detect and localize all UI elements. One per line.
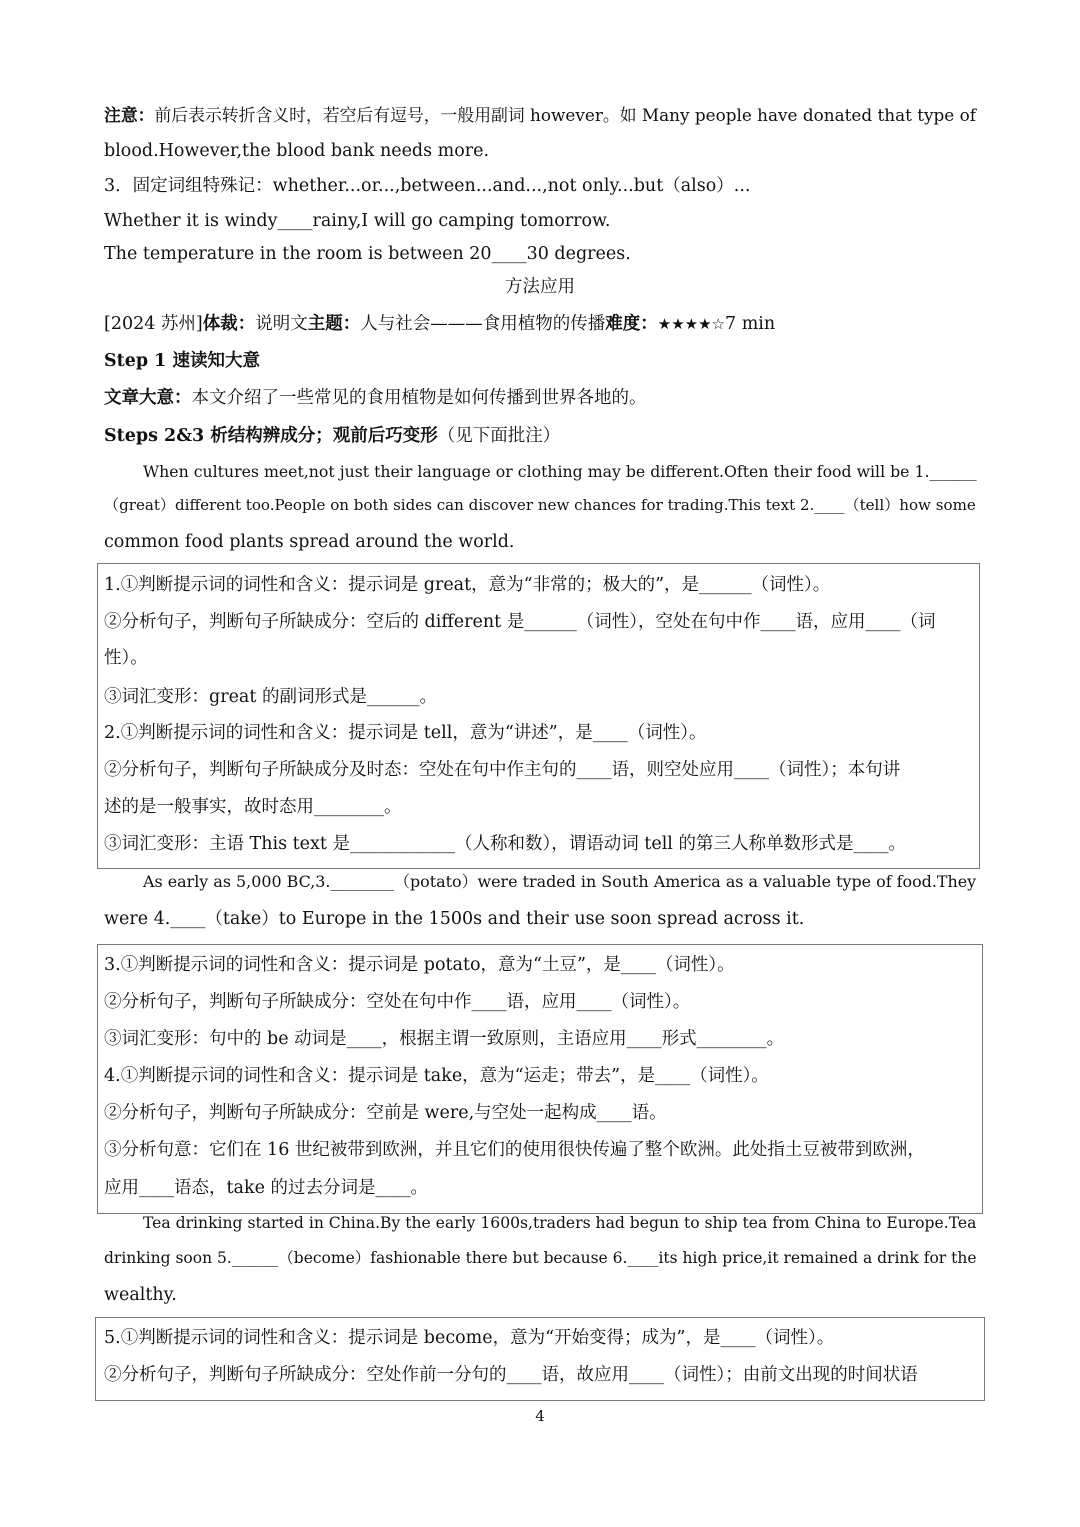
box1-line: ②分析句子，判断句子所缺成分：空后的 different 是______（词性），空处在句中作____语，应用____（词 [104, 612, 936, 632]
para1-line: When cultures meet,not just their language or clothing may be different.Often their food will be 1.______ [143, 462, 977, 481]
note-line-1 [104, 107, 976, 124]
box1-line: ②分析句子，判断句子所缺成分及时态：空处在句中作主句的____语，则空处应用____（词性）；本句讲 [104, 760, 901, 780]
para2-line: were 4.____（take）to Europe in the 1500s and their use soon spread across it. [104, 909, 805, 929]
box1-line: 述的是一般事实，故时态用________。 [104, 797, 402, 817]
box1-line: 1.①判断提示词的词性和含义：提示词是 great，意为“非常的；极大的”，是______（词性）。 [104, 575, 831, 595]
meta-time: 7 min [725, 314, 776, 334]
step1-title: Step 1 速读知大意 [104, 351, 260, 371]
meta-source: [2024 苏州] [104, 314, 203, 334]
box1-line: 2.①判断提示词的词性和含义：提示词是 tell，意为“讲述”，是____（词性）。 [104, 723, 707, 743]
box1-line: ③词汇变形：great 的副词形式是______。 [104, 687, 437, 707]
meta-line [104, 316, 775, 334]
steps23-note: （见下面批注） [437, 426, 561, 446]
box3-line: ②分析句子，判断句子所缺成分：空处作前一分句的____语，故应用____（词性）；由前文出现的时间状语 [104, 1365, 918, 1385]
note-label: 注意： [104, 105, 155, 125]
para3-line: Tea drinking started in China.By the early 1600s,traders had begun to ship tea from China to Europe.Tea [143, 1214, 977, 1232]
box1-line: 性）。 [104, 648, 148, 668]
box2-line: 应用____语态，take 的过去分词是____。 [104, 1178, 428, 1198]
section-title: 方法应用 [505, 277, 575, 297]
page-number: 4 [535, 1407, 545, 1425]
para3-line: wealthy. [104, 1285, 177, 1305]
meta-genre-label: 体裁： [202, 314, 256, 334]
box1-line: ③词汇变形：主语 This text 是____________（人称和数），谓语动词 tell 的第三人称单数形式是____。 [104, 834, 906, 854]
box2-line: ②分析句子，判断句子所缺成分：空前是 were,与空处一起构成____语。 [104, 1103, 667, 1123]
para1-line: common food plants spread around the world. [104, 532, 515, 552]
difficulty-stars: ★★★★☆ [657, 315, 726, 333]
box2-line: ③词汇变形：句中的 be 动词是____，根据主谓一致原则，主语应用____形式________。 [104, 1029, 785, 1049]
box3-line: 5.①判断提示词的词性和含义：提示词是 become，意为“开始变得；成为”，是____（词性）。 [104, 1328, 835, 1348]
annotation-box-1 [97, 563, 980, 869]
rule3-example-1: Whether it is windy____rainy,I will go camping tomorrow. [104, 211, 611, 231]
meta-difficulty-label: 难度： [605, 314, 658, 334]
meta-genre: 说明文 [255, 314, 308, 334]
step1-summary [104, 390, 647, 408]
steps23-line [104, 428, 560, 446]
box2-line: ③分析句意：它们在 16 世纪被带到欧洲，并且它们的使用很快传遍了整个欧洲。此处指土豆被带到欧洲， [104, 1140, 925, 1160]
meta-theme: 人与社会———食用植物的传播 [360, 314, 606, 334]
note-line-2: blood.However,the blood bank needs more. [104, 141, 490, 161]
summary-text: 本文介绍了一些常见的食用植物是如何传播到世界各地的。 [191, 388, 647, 408]
para3-line: drinking soon 5.______（become）fashionable there but because 6.____its high price,it remained a drink for the [104, 1249, 977, 1267]
steps23-title: Steps 2&3 析结构辨成分；观前后巧变形 [104, 426, 438, 446]
rule3-title: 3．固定词组特殊记：whether...or...,between...and...,not only...but（also）... [104, 176, 751, 196]
rule3-example-2: The temperature in the room is between 20____30 degrees. [104, 244, 631, 264]
box2-line: 3.①判断提示词的词性和含义：提示词是 potato，意为“土豆”，是____（词性）。 [104, 955, 735, 975]
para2-line: As early as 5,000 BC,3.________（potato）were traded in South America as a valuable type of food.They [143, 872, 977, 891]
summary-label: 文章大意： [104, 388, 192, 408]
meta-theme-label: 主题： [307, 314, 361, 334]
para1-line: （great）different too.People on both sides can discover new chances for trading.This text 2.____（tell）how some [104, 496, 976, 514]
box2-line: 4.①判断提示词的词性和含义：提示词是 take，意为“运走；带去”，是____（词性）。 [104, 1066, 769, 1086]
note-text: 前后表示转折含义时，若空后有逗号，一般用副词 however。如 Many people have donated that type of [154, 105, 976, 125]
box2-line: ②分析句子，判断句子所缺成分：空处在句中作____语，应用____（词性）。 [104, 992, 691, 1012]
